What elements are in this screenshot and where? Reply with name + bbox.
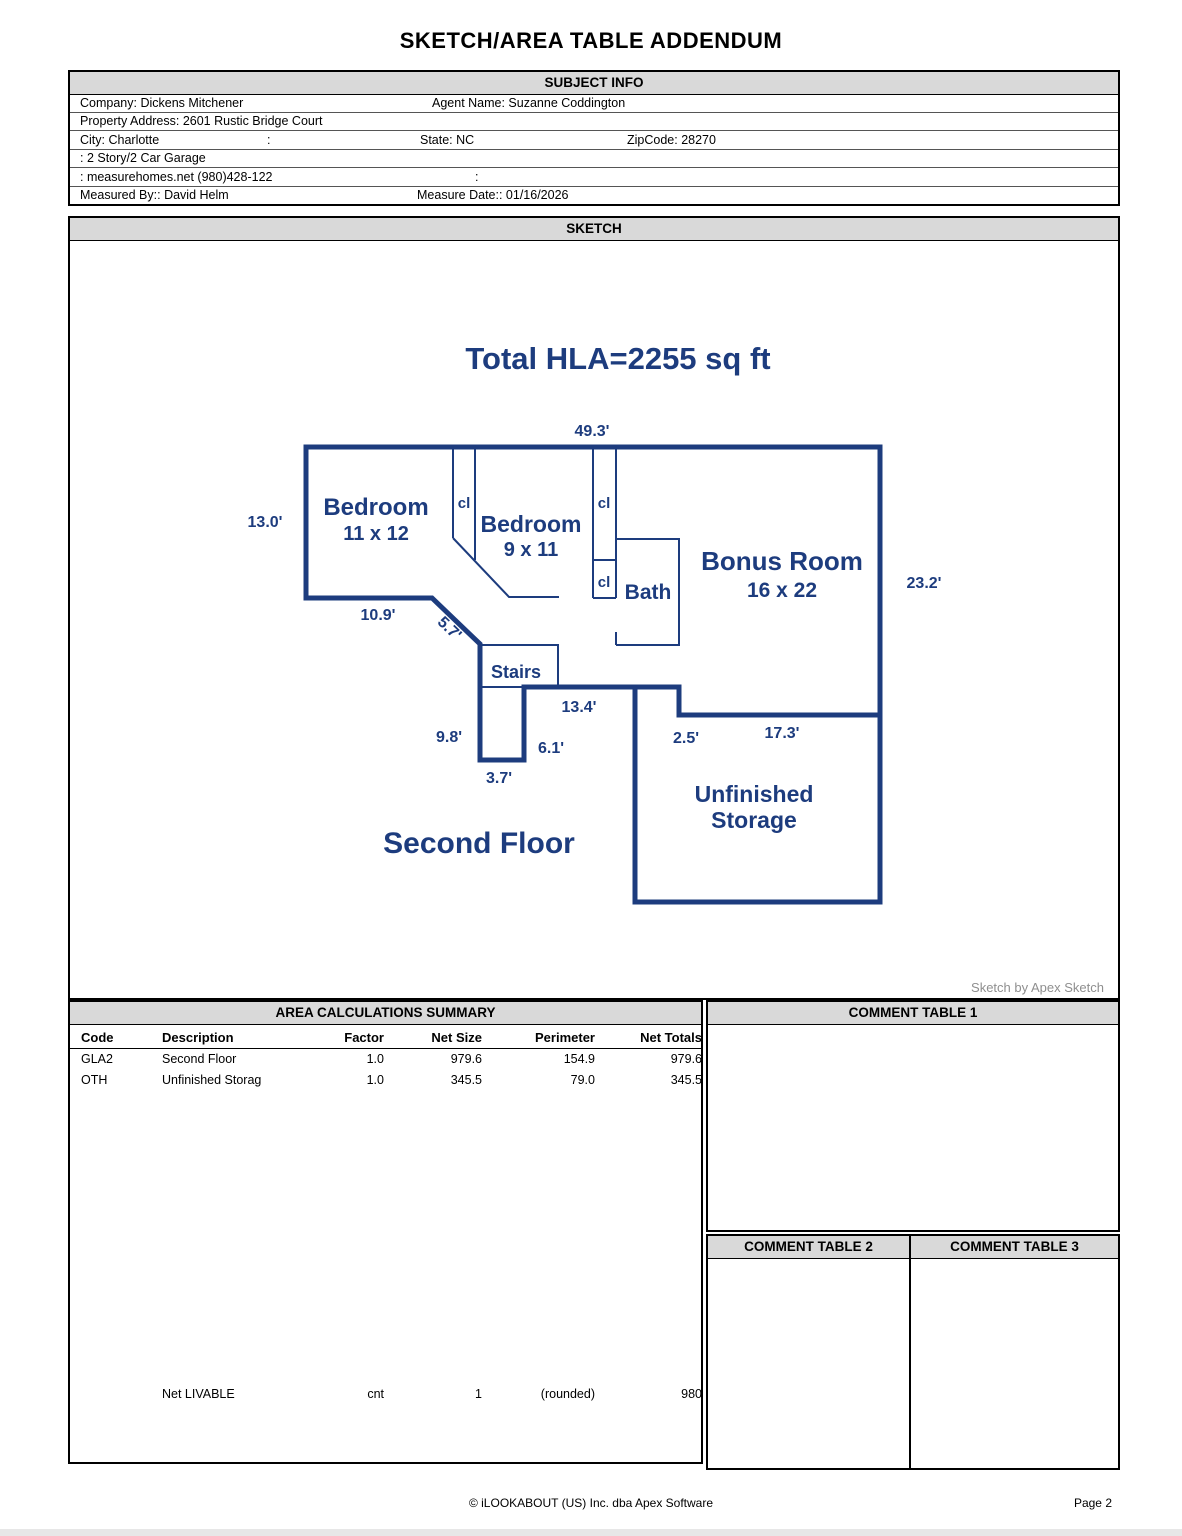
subject-info-rows (70, 94, 1118, 204)
closet3-label: cl (597, 574, 611, 591)
dim-2-5: 2.5' (672, 730, 700, 747)
row1-code: GLA2 (81, 1052, 113, 1066)
subject-info-table (68, 70, 1120, 206)
comment-table-2 (708, 1236, 909, 1468)
total-hla-label: Total HLA=2255 sq ft (465, 341, 771, 376)
row1-net-totals: 979.6 (670, 1052, 702, 1066)
area-calculations-header: AREA CALCULATIONS SUMMARY (70, 1002, 701, 1025)
net-livable-factor: cnt (367, 1387, 384, 1401)
storage-label-line2: Storage (711, 807, 797, 833)
dim-9-8: 9.8' (435, 729, 463, 746)
dim-3-7: 3.7' (485, 770, 513, 787)
measure-date-field: Measure Date:: 01/16/2026 (417, 188, 569, 203)
bonus-room-label: Bonus Room (701, 546, 863, 576)
measured-by-field: Measured By:: David Helm (80, 188, 229, 203)
bath-label: Bath (624, 581, 672, 604)
comment-table-3 (911, 1236, 1118, 1468)
bedroom2-size-label: 9 x 11 (503, 539, 559, 561)
dim-10-9: 10.9' (360, 607, 396, 624)
net-livable-perimeter: (rounded) (540, 1387, 595, 1401)
footer-copyright: © iLOOKABOUT (US) Inc. dba Apex Software (468, 1496, 714, 1510)
city-separator: : (267, 132, 271, 147)
subject-row-address (70, 113, 1118, 132)
closet2-label: cl (597, 495, 611, 512)
net-livable-net-size: 1 (475, 1387, 482, 1401)
zipcode-field: ZipCode: 28270 (627, 132, 716, 147)
comment-table-2-header: COMMENT TABLE 2 (708, 1236, 909, 1259)
bonus-room-size-label: 16 x 22 (746, 579, 818, 602)
style-field: : 2 Story/2 Car Garage (80, 151, 206, 166)
row1-factor: 1.0 (366, 1052, 384, 1066)
row2-net-size: 345.5 (450, 1073, 482, 1087)
row1-perimeter: 154.9 (563, 1052, 595, 1066)
row1-net-size: 979.6 (450, 1052, 482, 1066)
comment-table-3-header: COMMENT TABLE 3 (911, 1236, 1118, 1259)
sketch-header: SKETCH (70, 218, 1118, 241)
col-header-description: Description (162, 1030, 234, 1045)
subject-row-style (70, 150, 1118, 169)
subject-info-header: SUBJECT INFO (70, 72, 1118, 95)
page-title: SKETCH/AREA TABLE ADDENDUM (399, 28, 783, 53)
dim-13-0: 13.0' (247, 514, 283, 531)
row2-net-totals: 345.5 (670, 1073, 702, 1087)
row2-factor: 1.0 (366, 1073, 384, 1087)
stairs-label: Stairs (490, 662, 542, 682)
floor-plan (70, 240, 1118, 996)
closet1-label: cl (457, 495, 471, 512)
comment-table-1-header: COMMENT TABLE 1 (708, 1002, 1118, 1025)
website-separator: : (475, 169, 479, 184)
row1-description: Second Floor (162, 1052, 237, 1066)
website-field: : measurehomes.net (980)428-122 (80, 169, 273, 184)
col-header-perimeter: Perimeter (535, 1030, 595, 1045)
dim-17-3: 17.3' (764, 725, 800, 742)
sketch-credit: Sketch by Apex Sketch (971, 980, 1104, 995)
header-underline (70, 1048, 701, 1049)
sketch-section (68, 216, 1120, 1000)
bedroom1-label: Bedroom (323, 494, 429, 521)
net-livable-net-totals: 980 (681, 1387, 702, 1401)
subject-row-measured (70, 187, 1118, 205)
dim-5-7: 5.7' (433, 613, 465, 644)
dim-49-3: 49.3' (574, 423, 610, 440)
property-address-field: Property Address: 2601 Rustic Bridge Court (80, 114, 323, 129)
comment-tables-2-3 (706, 1234, 1120, 1470)
row2-code: OTH (81, 1073, 108, 1087)
dim-13-4: 13.4' (561, 699, 597, 716)
comment-table-1 (706, 1000, 1120, 1232)
col-header-factor: Factor (344, 1030, 384, 1045)
subject-row-website (70, 168, 1118, 187)
net-livable-label: Net LIVABLE (162, 1387, 235, 1401)
footer-page-number: Page 2 (1073, 1496, 1112, 1510)
floor-label: Second Floor (383, 827, 575, 860)
col-header-code: Code (81, 1030, 114, 1045)
col-header-net-size: Net Size (431, 1030, 482, 1045)
page-bottom-edge (0, 1529, 1182, 1536)
col-header-net-totals: Net Totals (640, 1030, 702, 1045)
area-calculations-table (68, 1000, 703, 1464)
company-field: Company: Dickens Mitchener (80, 95, 244, 110)
row2-description: Unfinished Storag (162, 1073, 262, 1087)
dim-23-2: 23.2' (906, 575, 942, 592)
row2-perimeter: 79.0 (570, 1073, 595, 1087)
bedroom2-label: Bedroom (480, 511, 582, 537)
subject-row-company (70, 94, 1118, 113)
dim-6-1: 6.1' (537, 740, 565, 757)
subject-row-city (70, 131, 1118, 150)
agent-name-field: Agent Name: Suzanne Coddington (432, 95, 626, 110)
state-field: State: NC (420, 132, 475, 147)
bedroom1-size-label: 11 x 12 (343, 523, 409, 545)
city-field: City: Charlotte (80, 132, 160, 147)
storage-label-line1: Unfinished (694, 781, 814, 807)
